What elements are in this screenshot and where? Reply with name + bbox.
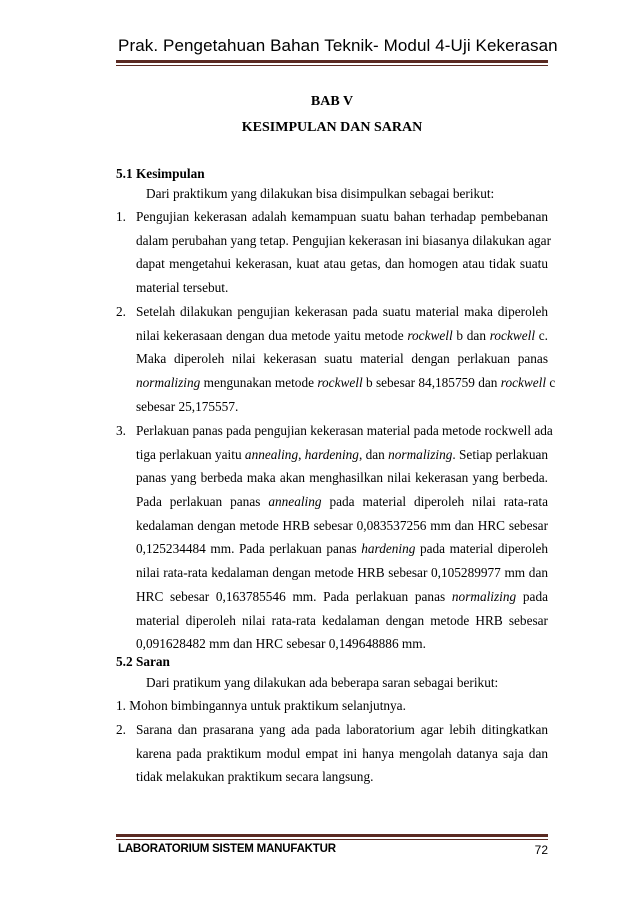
item-line: Maka diperoleh nilai kekerasan suatu material dengan perlakuan panas [136, 351, 548, 367]
kesimpulan-item-2 [116, 300, 556, 418]
item-line: tidak melakukan praktikum secara langsung. [136, 769, 374, 785]
chapter-title: KESIMPULAN DAN SARAN [241, 120, 423, 135]
item-line: Setelah dilakukan pengujian kekerasan pada suatu material maka diperoleh [136, 304, 548, 319]
saran-item-2 [116, 718, 548, 789]
page-number: 72 [534, 843, 548, 857]
section-heading-kesimpulan: 5.1 Kesimpulan [116, 166, 205, 181]
item-line: sebesar 25,175557. [136, 398, 239, 414]
item-line: dalam perubahan yang tetap. Pengujian kekerasan ini biasanya dilakukan agar [136, 232, 552, 248]
item-line: nilai kekerasaan dengan dua metode yaitu metode rockwell b dan rockwell c. [136, 327, 548, 343]
item-line: material tersebut. [136, 280, 229, 296]
item-line: Pengujian kekerasan adalah kemampuan suatu bahan terhadap pembebanan [136, 209, 548, 224]
item-number: 2. [116, 722, 126, 737]
header-rule-thin [116, 65, 548, 66]
item-line: dapat mengetahui kekerasan, kuat atau getas, dan homogen atau tidak suatu [136, 256, 548, 272]
item-line: Perlakuan panas pada pengujian kekerasan material pada metode rockwell ada [136, 423, 553, 438]
footer-lab-name: LABORATORIUM SISTEM MANUFAKTUR [118, 843, 336, 855]
item-line: nilai rata-rata kedalaman dengan metode HRB sebesar 0,105289977 mm dan [136, 565, 548, 581]
item-number: 1. [116, 209, 126, 224]
item-line: material diperoleh nilai rata-rata kedalaman dengan metode HRB sebesar [136, 612, 548, 628]
kesimpulan-item-3 [116, 419, 553, 656]
footer-rule-thin [116, 839, 548, 840]
chapter-number: BAB V [310, 94, 354, 109]
section-heading-saran: 5.2 Saran [116, 654, 170, 669]
saran-intro: Dari pratikum yang dilakukan ada beberapa saran sebagai berikut: [146, 675, 499, 690]
item-line: normalizing mengunakan metode rockwell b sebesar 84,185759 dan rockwell c [136, 375, 556, 391]
header-rule-thick [116, 60, 548, 63]
item-line: karena pada praktikum modul empat ini hanya mengolah datanya saja dan [136, 745, 548, 761]
item-line: tiga perlakuan yaitu annealing, hardening, dan normalizing. Setiap perlakuan [136, 446, 549, 462]
saran-item-1: 1. Mohon bimbingannya untuk praktikum selanjutnya. [116, 698, 406, 713]
item-line: 0,091628482 mm dan HRC sebesar 0,149648886 mm. [136, 636, 426, 652]
item-line: Sarana dan prasarana yang ada pada laboratorium agar lebih ditingkatkan [136, 722, 548, 737]
item-number: 3. [116, 423, 126, 438]
item-line: panas yang berbeda maka akan menghasilkan nilai kekerasan yang berbeda. [136, 470, 548, 486]
item-line: Pada perlakuan panas annealing pada material diperoleh nilai rata-rata [136, 494, 548, 510]
kesimpulan-item-1 [116, 205, 552, 300]
footer-rule-thick [116, 834, 548, 837]
item-line: HRC sebesar 0,163785546 mm. Pada perlakuan panas normalizing pada [136, 588, 548, 604]
item-number: 2. [116, 304, 126, 319]
running-header: Prak. Pengetahuan Bahan Teknik- Modul 4-Uji Kekerasan [118, 36, 558, 55]
kesimpulan-intro: Dari praktikum yang dilakukan bisa disimpulkan sebagai berikut: [146, 186, 495, 201]
item-line: 0,125234484 mm. Pada perlakuan panas hardening pada material diperoleh [136, 541, 548, 557]
item-line: kedalaman dengan metode HRB sebesar 0,083537256 mm dan HRC sebesar [136, 517, 548, 533]
